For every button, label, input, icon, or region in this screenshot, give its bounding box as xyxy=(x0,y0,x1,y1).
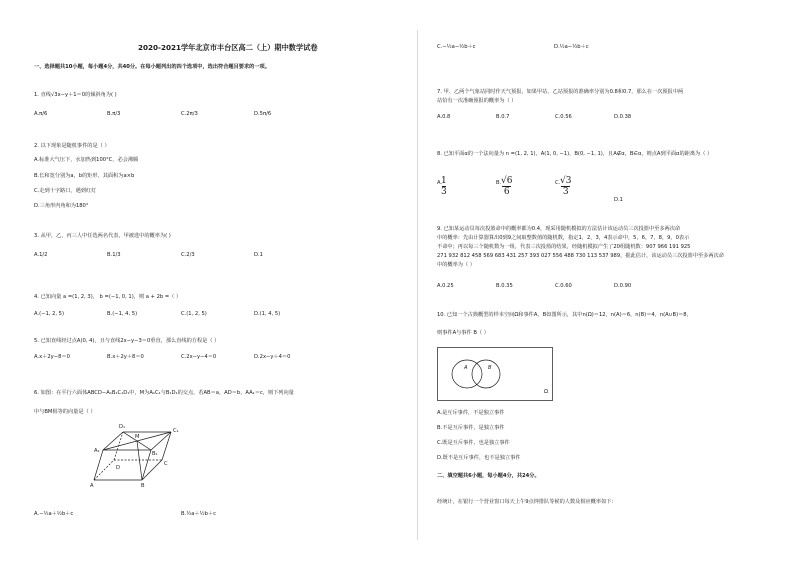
question-5-option-b: B.x＋2y＋8＝0 xyxy=(107,354,144,360)
question-2-option-b: B.长和宽分别为a，b的矩形，其面积为a×b xyxy=(34,173,135,179)
question-5-stem: 5. 已知直线经过点A(0, 4)，且与直线2x−y−3＝0垂直，那么直线的方程是（ ） xyxy=(34,338,220,344)
fraction-numerator: √6 xyxy=(501,176,513,186)
question-8-option-a: A. xyxy=(437,180,443,186)
question-10-stem-line-2: 则事件A与事件 B（ ） xyxy=(437,330,489,336)
label-d: D xyxy=(116,465,120,471)
question-9-line-2: 中的概率：先由计算器算出0到9之间取整数值的随机数，指定1，2，3，4表示命中，5，6，7，8，9，0表示 xyxy=(437,235,690,241)
fraction-denominator: 3 xyxy=(441,187,447,197)
question-8-option-d: D.1 xyxy=(614,197,623,203)
fraction-numerator: 1 xyxy=(441,176,447,186)
question-9-option-b: B.0.35 xyxy=(496,283,513,289)
question-6-option-b: B.½a＋½b＋c xyxy=(181,511,216,517)
question-2-stem: 2. 以下现象是随机事件的是（ ） xyxy=(34,143,110,149)
venn-label-a: A xyxy=(464,365,468,371)
question-7-option-b: B.0.7 xyxy=(496,114,510,120)
fraction-numerator: √3 xyxy=(560,176,572,186)
question-6-option-a: A.−½a＋½b＋c xyxy=(34,511,74,517)
question-4-option-a: A.(−1, 2, 5) xyxy=(34,311,64,317)
question-11-stem: 经统计，在银行一个营业窗口每天上午9点钟排队等候的人数及相应概率如下： xyxy=(437,499,617,505)
question-1-stem: 1. 直线√3x−y＋1＝0的倾斜角为( ) xyxy=(34,92,117,98)
label-a1: A₁ xyxy=(94,448,100,454)
question-9-line-5: 中的概率为（ ） xyxy=(437,262,475,268)
question-9-option-a: A.0.25 xyxy=(437,283,454,289)
question-10-option-b: B.不是互斥事件，是独立事件 xyxy=(437,425,505,431)
question-9-line-1: 9. 已知某运动员每次投篮命中的概率都为0.4，现采用随机模拟的方法估计该运动员三次投篮中至多两次命 xyxy=(437,226,681,232)
question-3-option-d: D.1 xyxy=(254,252,263,258)
question-3-option-a: A.1/2 xyxy=(34,252,48,258)
question-7-stem-line-1: 7. 甲、乙两个气象站同时作天气预报，如果甲站、乙站预报的准确率分别为0.8和0.7，那么在一次预报中两 xyxy=(437,89,684,95)
right-column xyxy=(397,0,794,562)
question-1-option-a: A.π/6 xyxy=(34,111,48,117)
question-4-option-b: B.(−1, 4, 5) xyxy=(107,311,138,317)
question-10-option-c: C.既是互斥事件，也是独立事件 xyxy=(437,440,510,446)
question-5-option-a: A.x＋2y−8＝0 xyxy=(34,354,70,360)
venn-diagram xyxy=(437,347,553,401)
venn-label-b: B xyxy=(488,365,492,371)
question-8-option-a-fraction xyxy=(441,176,447,197)
label-c: C xyxy=(164,461,168,467)
question-7-option-d: D.0.38 xyxy=(614,114,632,120)
question-9-option-c: C.0.60 xyxy=(555,283,572,289)
label-a: A xyxy=(90,483,94,489)
question-8-option-c: C. xyxy=(555,180,561,186)
question-5-option-c: C.2x−y−4＝0 xyxy=(181,354,217,360)
question-7-option-c: C.0.56 xyxy=(555,114,572,120)
venn-label-omega: Ω xyxy=(544,389,548,395)
question-6-stem-line-1: 6. 如图：在平行六面体ABCD−A₁B₁C₁D₁中，M为A₁C₁与B₁D₁的交点，若AB＝a，AD＝b，AA₁＝c，则下列向量 xyxy=(34,390,294,396)
label-m: M xyxy=(135,434,140,440)
label-c1: C₁ xyxy=(173,428,179,434)
fraction-denominator: 6 xyxy=(503,187,510,197)
question-4-stem: 4. 已知向量 a =(1, 2, 3)， b =(−1, 0, 1)，则 a + 2b =（ ） xyxy=(34,294,182,300)
question-9-option-d: D.0.90 xyxy=(614,283,632,289)
question-8-stem: 8. 已知平面α的一个法向量为 n =(1, 2, 1)，A(1, 0, −1)，B(0, −1, 1)，且A∉α，B∈α，则点A到平面α的距离为（ ） xyxy=(437,151,713,157)
question-6-option-d: D.½a−½b＋c xyxy=(554,44,589,50)
question-8-option-c-fraction xyxy=(560,176,571,197)
label-b1: B₁ xyxy=(152,451,158,457)
question-3-option-c: C.2/3 xyxy=(181,252,195,258)
question-10-option-d: D.既不是互斥事件，也不是独立事件 xyxy=(437,455,521,461)
question-3-stem: 3. 从甲，乙，丙三人中任选两名代表，甲被选中的概率为( ) xyxy=(34,233,171,239)
question-3-option-b: B.1/3 xyxy=(107,252,121,258)
question-1-option-d: D.5π/6 xyxy=(254,111,272,117)
section-two-heading: 二、填空题共6小题，每小题4分，共24分。 xyxy=(437,473,540,479)
question-8-option-b-fraction xyxy=(501,176,512,197)
question-9-line-3: 不命中；再以每三个随机数为一组，代表三次投篮的结果，经随机模拟产生了20组随机数：907 966 191 925 xyxy=(437,244,691,250)
question-7-stem-line-2: 站恰有一次准确预报的概率为（ ） xyxy=(437,98,517,104)
question-7-option-a: A.0.8 xyxy=(437,114,451,120)
question-1-option-b: B.π/3 xyxy=(107,111,121,117)
question-1-option-c: C.2π/3 xyxy=(181,111,198,117)
question-9-line-4: 271 932 812 458 569 683 431 257 393 027 556 488 730 113 537 989，据此估计，该运动员三次投篮中至多两次命 xyxy=(437,253,724,259)
question-2-option-a: A.标准大气压下，水加热到100°C，必会沸腾 xyxy=(34,157,139,163)
page-title: 2020-2021学年北京市丰台区高二（上）期中数学试卷 xyxy=(138,43,318,52)
question-2-option-c: C.走到十字路口，遇到红灯 xyxy=(34,188,97,194)
question-4-option-d: D.(1, 4, 5) xyxy=(254,311,281,317)
fraction-denominator: 3 xyxy=(562,187,569,197)
question-2-option-d: D.三角形内角和为180° xyxy=(34,203,89,209)
label-b: B xyxy=(141,483,145,489)
question-6-option-c: C.−½a−½b＋c xyxy=(437,44,476,50)
question-5-option-d: D.2x−y＋4＝0 xyxy=(254,354,291,360)
question-10-stem-line-1: 10. 已知一个古典概型的样本空间Ω和事件A，B如图所示，其中n(Ω)＝12，n(A)＝6，n(B)＝4，n(A∪B)＝8， xyxy=(437,312,692,318)
question-6-stem-line-2: 中与BM相等的向量是（ ） xyxy=(34,409,96,415)
question-10-option-a: A.是互斥事件，不是独立事件 xyxy=(437,410,505,416)
question-4-option-c: C.(1, 2, 5) xyxy=(181,311,207,317)
label-d1: D₁ xyxy=(119,424,126,430)
section-one-heading: 一、选择题共10小题，每小题4分，共40分。在每小题列出的四个选项中，选出符合题目要求的一项。 xyxy=(34,64,270,70)
question-8-option-b: B. xyxy=(496,180,502,186)
